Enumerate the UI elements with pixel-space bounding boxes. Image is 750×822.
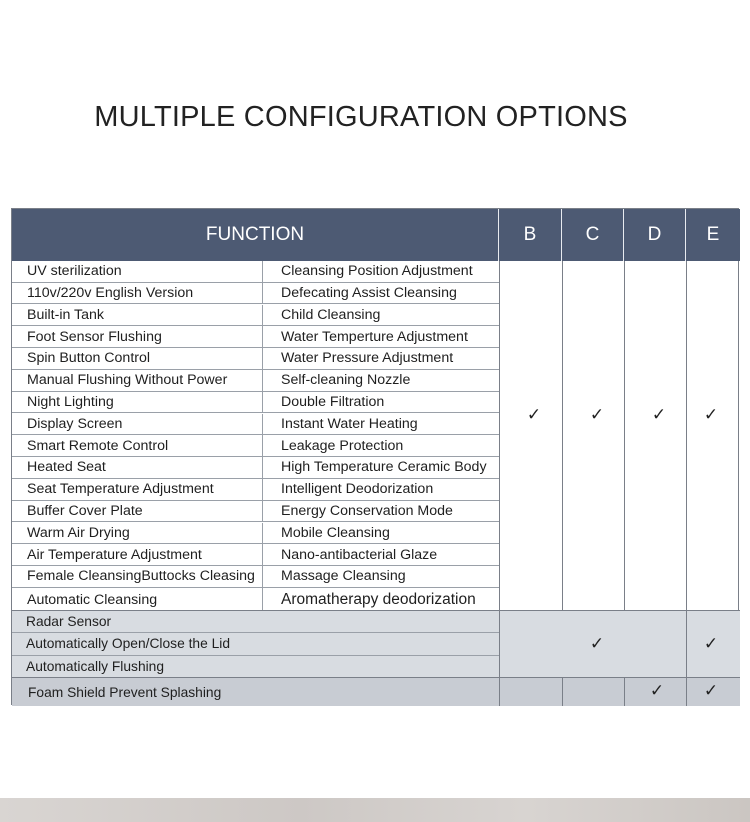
function-left-cell: 110v/220v English Version [12, 283, 263, 304]
function-left-cell: Air Temperature Adjustment [12, 544, 263, 565]
header-model-d: D [624, 209, 686, 261]
page-title: MULTIPLE CONFIGURATION OPTIONS [94, 101, 628, 133]
check-mark-e-group3: ✓ [703, 681, 719, 700]
function-right-cell: Nano-antibacterial Glaze [281, 546, 438, 563]
function-left-cell: Female CleansingButtocks Cleasing [12, 566, 263, 587]
function-left-cell: Built-in Tank [12, 305, 263, 326]
function-left-cell: Seat Temperature Adjustment [12, 479, 263, 500]
function-left-cell: UV sterilization [12, 261, 263, 282]
column-divider [562, 677, 563, 706]
table-row [12, 414, 499, 436]
check-mark-e-group2: ✓ [703, 634, 719, 653]
column-divider [624, 677, 625, 706]
check-mark-c-group2: ✓ [589, 634, 605, 653]
list-item: Automatically Open/Close the Lid [12, 633, 499, 655]
table-row [12, 392, 499, 414]
function-left-cell: Manual Flushing Without Power [12, 370, 263, 391]
list-item: Radar Sensor [12, 611, 499, 633]
function-left-cell: Spin Button Control [12, 348, 263, 369]
function-right-cell: High Temperature Ceramic Body [281, 459, 487, 476]
header-model-b: B [499, 209, 562, 261]
check-mark-d-group3: ✓ [649, 681, 665, 700]
function-right-cell: Cleansing Position Adjustment [281, 263, 473, 280]
check-mark-d-group1: ✓ [651, 405, 667, 424]
table-row [12, 261, 499, 283]
table-row [12, 501, 499, 523]
function-right-cell: Water Temperture Adjustment [281, 328, 468, 345]
function-right-cell: Massage Cleansing [281, 568, 406, 585]
function-right-cell: Mobile Cleansing [281, 524, 390, 541]
column-divider [686, 610, 687, 706]
header-model-c: C [562, 209, 624, 261]
column-divider [499, 610, 500, 706]
function-right-cell: Child Cleansing [281, 306, 381, 323]
function-left-cell: Buffer Cover Plate [12, 501, 263, 522]
function-right-cell: Self-cleaning Nozzle [281, 372, 411, 389]
table-row [12, 544, 499, 566]
function-right-cell: Instant Water Heating [281, 415, 418, 432]
function-right-cell: Water Pressure Adjustment [281, 350, 454, 367]
table-row [12, 305, 499, 327]
decorative-strip [0, 798, 750, 822]
table-row [12, 566, 499, 588]
option-group-2 [12, 610, 740, 677]
function-left-cell: Automatic Cleansing [12, 588, 263, 612]
function-right-cell: Leakage Protection [281, 437, 404, 454]
function-left-cell: Heated Seat [12, 457, 263, 478]
header-model-e: E [706, 224, 720, 245]
option-group-3 [12, 677, 740, 706]
function-left-cell: Smart Remote Control [12, 435, 263, 456]
function-right-cell: Aromatherapy deodorization [281, 591, 476, 608]
table-row [12, 479, 499, 501]
table-row [12, 457, 499, 479]
check-mark-b-group1: ✓ [526, 405, 542, 424]
table-row [12, 348, 499, 370]
table-row [12, 326, 499, 348]
configuration-table [11, 208, 739, 705]
list-item: Automatically Flushing [12, 656, 499, 678]
function-left-cell: Display Screen [12, 414, 263, 435]
check-mark-e-group1: ✓ [703, 405, 719, 424]
table-row [12, 283, 499, 305]
function-right-cell: Defecating Assist Cleansing [281, 285, 457, 302]
check-mark-c-group1: ✓ [589, 405, 605, 424]
table-row [12, 370, 499, 392]
list-item: Foam Shield Prevent Splashing [28, 684, 222, 700]
function-left-cell: Warm Air Drying [12, 523, 263, 544]
function-right-cell: Energy Conservation Mode [281, 503, 453, 520]
function-right-cell: Double Filtration [281, 394, 385, 411]
header-function: FUNCTION [12, 209, 499, 261]
table-header [12, 209, 740, 261]
table-row [12, 588, 499, 612]
table-row [12, 523, 499, 545]
function-right-cell: Intelligent Deodorization [281, 481, 434, 498]
function-left-cell: Night Lighting [12, 392, 263, 413]
function-left-cell: Foot Sensor Flushing [12, 326, 263, 347]
table-row [12, 435, 499, 457]
